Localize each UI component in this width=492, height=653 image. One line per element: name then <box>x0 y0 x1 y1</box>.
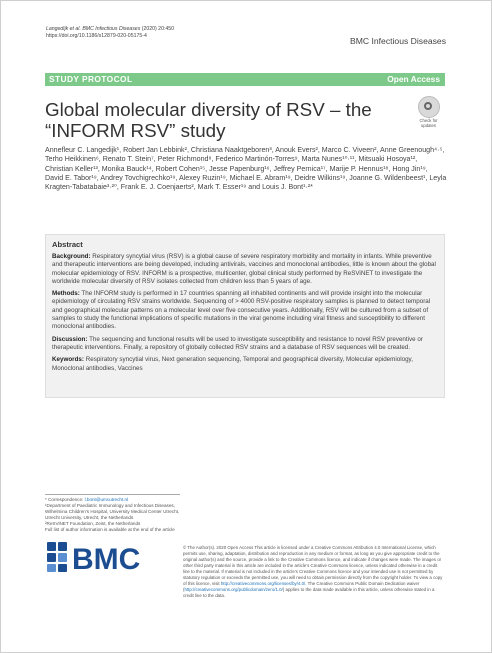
footnotes <box>45 497 195 533</box>
discussion-label: Discussion: <box>52 335 88 343</box>
discussion-text: The sequencing and functional results will be used to investigate susceptibility and resistance to novel RSV preventive or therapeutic interventions. Finally, a repository of globally collected RSV strains and a database of RSV sequences will be created. <box>52 335 423 351</box>
crossmark-icon <box>418 96 440 118</box>
affiliation-2: ²ReSViNET Foundation, Zeist, the Netherlands <box>45 521 141 526</box>
background-text: Respiratory syncytial virus (RSV) is a global cause of severe respiratory morbidity and mortality in infants. While preventive and therapeutic interventions are being developed, including antivirals, vaccines and monoclonal antibodies, little is known about the global molecular epidemiology of RSV. INFORM is a prospective, multicenter, global clinical study performed by ReSViNET to investigate the worldwide molecular diversity of RSV isolates collected from children less than 5 years of age. <box>52 253 436 285</box>
abstract-discussion <box>52 336 438 353</box>
badge-line1: Check for <box>419 118 438 123</box>
methods-text: The INFORM study is performed in 17 countries spanning all inhabited continents and will provide insight into the molecular epidemiology of circulating RSV strains worldwide. Sequencing of > 4000 RSV-positive respiratory samples is planned to detect temporal and geographical molecular patterns on a molecular level over five consecutive years. Additionally, RSV will be cultured from a subset of samples to study the functional implications of specific mutations in the viral genome including viral fitness and susceptibility to different monoclonal antibodies. <box>52 290 431 331</box>
author-list: Annefleur C. Langedijk¹, Robert Jan Lebbink², Christiana Naaktgeboren³, Anouk Evers², Marco C. Viveen², Anne Greenough⁴·⁵, Terho Heikkinen⁶, Renato T. Stein⁷, Peter Richmond⁸, Federico Martinón-Torres⁹, Marta Nunes¹⁰·¹¹, Mitsuaki Hosoya¹², Christian Keller¹³, Monika Bauck¹⁴, Robert Cohen¹⁵, Jesse Papenburg¹⁶, Jeffrey Pernica¹⁷, Marije P. Hennus¹⁸, Hong Jin¹⁹, David E. Tabor¹⁹, Andrey Tovchigrechko¹⁹, Alexey Ruzin¹⁹, Michael E. Abram¹⁹, Deidre Wilkins¹⁹, Joanne G. Wildenbeest¹, Leyla Kragten-Tabatabaie³·²⁰, Frank E. J. Coenjaerts², Mark T. Esser¹⁹ and Louis J. Bont¹·²* <box>45 146 447 192</box>
open-access-label: Open Access <box>387 74 440 84</box>
correspondence-email[interactable]: l.bont@umcutrecht.nl <box>84 497 129 502</box>
journal-name: BMC Infectious Diseases <box>350 36 446 46</box>
abstract-methods <box>52 290 438 331</box>
license-text2: The Creative Commons Public Domain Dedication waiver ( <box>183 581 420 592</box>
bmc-logo-text: BMC <box>72 543 141 575</box>
more-info: Full list of author information is available at the end of the article <box>45 527 175 532</box>
footnote-divider <box>45 494 180 495</box>
abstract-box <box>45 234 445 398</box>
abstract-heading: Abstract <box>52 240 83 249</box>
article-type: STUDY PROTOCOL <box>49 74 133 84</box>
correspondence-label: * Correspondence: <box>45 497 84 502</box>
doi-link[interactable]: https://doi.org/10.1186/s12879-020-05175-4 <box>46 33 147 39</box>
article-title: Global molecular diversity of RSV – the “INFORM RSV” study <box>45 99 372 141</box>
license-text: © The Author(s). 2020 Open Access This article is licensed under a Creative Commons Attribution 4.0 International License, which permits use, sharing, adaptation, distribution and reproduction in any medium or format, as long as you give appropriate credit to the original author(s) and the source, provide a link to the Creative Commons licence, and indicate if changes were made. The images or other third party material in this article are included in the article’s Creative Commons licence, unless indicated otherwise in a credit line to the material. If material is not included in the article’s Creative Commons licence and your intended use is not permitted by statutory regulation or exceeds the permitted use, you will need to obtain permission directly from the copyright holder. To view a copy of this licence, visit <box>183 545 443 586</box>
methods-label: Methods: <box>52 290 80 298</box>
bmc-logo-mark <box>47 542 67 572</box>
license-statement <box>183 545 445 599</box>
affiliation-1: ¹Department of Paediatric Immunology and Infectious Diseases, Wilhelmina Children’s Hospital, University Medical Center Utrecht, Utrecht University, Utrecht, the Netherlands <box>45 503 180 520</box>
article-type-banner <box>45 73 445 86</box>
public-domain-link[interactable]: http://creativecommons.org/publicdomain/zero/1.0/ <box>184 587 283 592</box>
check-for-updates-badge[interactable] <box>412 96 445 129</box>
bmc-logo <box>45 537 153 575</box>
license-link[interactable]: http://creativecommons.org/licenses/by/4.0/. <box>220 581 307 586</box>
background-label: Background: <box>52 253 91 260</box>
running-header <box>46 26 174 40</box>
keywords-text: Respiratory syncytial virus, Next generation sequencing, Temporal and geographical diversity, Molecular epidemiology, Monoclonal antibodies, Vaccines <box>52 356 413 372</box>
citation: Langedijk et al. BMC Infectious Diseases <box>46 26 141 32</box>
keywords-label: Keywords: <box>52 356 84 364</box>
license-text3: ) applies to the data made available in this article, unless otherwise stated in a credit line to the data. <box>183 587 435 598</box>
year-page: (2020) 20:450 <box>141 26 175 32</box>
abstract-background <box>52 253 438 286</box>
badge-line2: updates <box>421 123 436 128</box>
abstract-keywords <box>52 356 438 373</box>
